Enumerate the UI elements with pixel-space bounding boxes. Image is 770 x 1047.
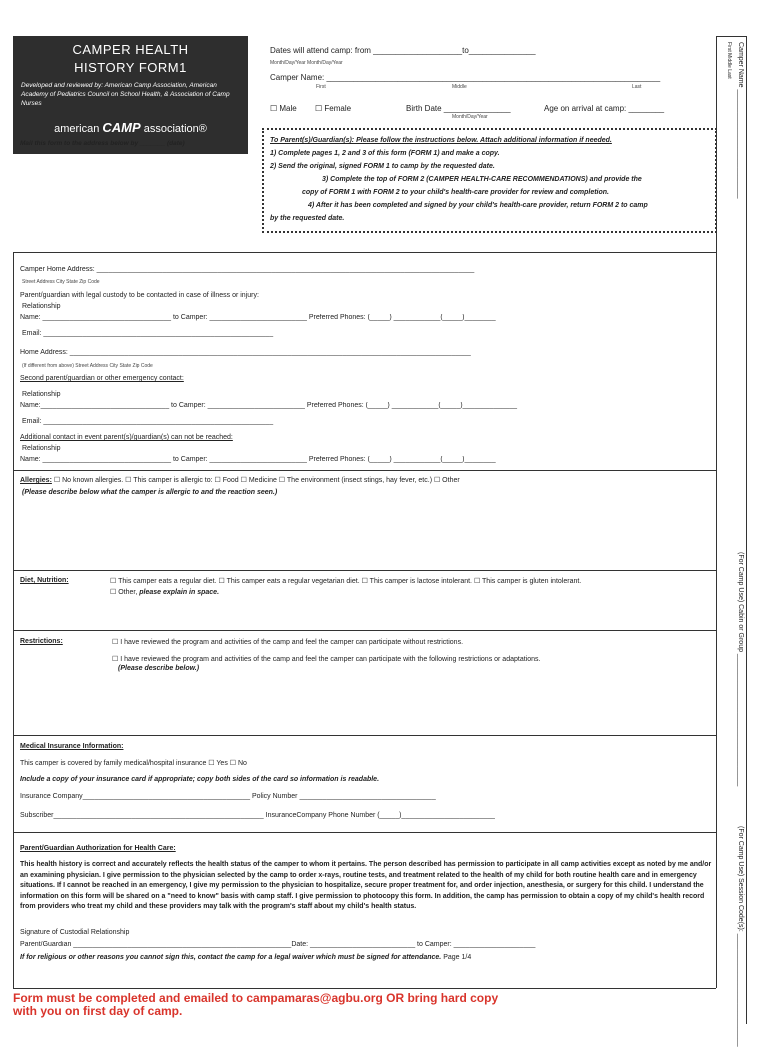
- side-cabin-group: (For Camp Use) Cabin or Group __________________________________: [737, 552, 744, 787]
- footer-notice: Form must be completed and emailed to campamaras@agbu.org OR bring hard copy with you on first day of camp.: [13, 991, 499, 1018]
- allergies-row: Allergies: ☐ No known allergies. ☐ This camper is allergic to: ☐ Food ☐ Medicine ☐ The environment (insect stings, hay fever, etc.) ☐ Other: [20, 477, 460, 484]
- restrictions-label: Restrictions:: [20, 638, 63, 645]
- birth-date-field[interactable]: Birth Date _______________: [406, 104, 511, 113]
- form-title-line2: HISTORY FORM1: [74, 60, 187, 75]
- side-camper-name-sub: First Middle Last: [726, 42, 732, 79]
- section-rule: [13, 252, 716, 253]
- camp-dates-format: Month/Day/Year Month/Day/Year: [270, 60, 343, 66]
- form-title-line1: CAMPER HEALTH: [72, 42, 189, 57]
- side-camper-name: Camper Name ____________________________: [737, 42, 744, 199]
- camp-dates-field[interactable]: Dates will attend camp: from ____________________to_______________: [270, 46, 536, 55]
- diet-options[interactable]: ☐ This camper eats a regular diet. ☐ This camper eats a regular vegetarian diet. ☐ This camper is lactose intolerant. ☐ This camper is gluten intolerant.: [110, 578, 582, 585]
- mail-instruction: Mail this form to the address below by _______ (date): [20, 140, 185, 147]
- allergies-note: (Please describe below what the camper is allergic to and the reaction seen.): [22, 489, 278, 496]
- parent-email-field[interactable]: Email: ___________________________________________________________: [22, 330, 274, 337]
- instruction-line: 4) After it has been completed and signed by your child's health-care provider, return FORM 2 to camp: [308, 202, 648, 209]
- instruction-line: 3) Complete the top of FORM 2 (CAMPER HEALTH-CARE RECOMMENDATIONS) and provide the: [322, 176, 642, 183]
- restrictions-note: (Please describe below.): [118, 665, 200, 672]
- legal-waiver-note: If for religious or other reasons you cannot sign this, contact the camp for a legal waiver which must be signed for attendance. Page 1/4: [20, 954, 472, 961]
- home-address2-field[interactable]: Home Address: _______________________________________________________________________________________________________: [20, 349, 471, 356]
- second-name-field[interactable]: Name:_________________________________ to Camper: _________________________ Preferred Phones: (_____) ____________(_____)______________: [20, 402, 518, 409]
- home-address2-sub: (If different from above) Street Address City State Zip Code: [22, 363, 153, 369]
- parent-name-field[interactable]: Name: _________________________________ to Camper: _________________________ Preferred Phones: (_____) ____________(_____)________: [20, 314, 496, 321]
- section-rule: [13, 988, 716, 989]
- relationship-label: Relationship: [22, 445, 61, 452]
- first-name-label: First: [316, 84, 326, 90]
- allergies-options[interactable]: ☐ No known allergies. ☐ This camper is allergic to: ☐ Food ☐ Medicine ☐ The environment (insect stings, hay fever, etc.) ☐ Other: [53, 477, 460, 484]
- instruction-line: 1) Complete pages 1, 2 and 3 of this form (FORM 1) and make a copy.: [270, 150, 500, 157]
- signature-field[interactable]: Parent/Guardian ________________________________________________________Date: ___________________________ to Camper: _____________________: [20, 941, 536, 948]
- authorization-label: Parent/Guardian Authorization for Health Care:: [20, 845, 176, 852]
- section-rule: [13, 735, 716, 736]
- second-contact-heading: Second parent/guardian or other emergency contact:: [20, 375, 184, 382]
- signature-label: Signature of Custodial Relationship: [20, 929, 130, 936]
- parent-heading: Parent/guardian with legal custody to be contacted in case of illness or injury:: [20, 292, 259, 299]
- instruction-line: 2) Send the original, signed FORM 1 to camp by the requested date.: [270, 163, 495, 170]
- instruction-line: by the requested date.: [270, 215, 345, 222]
- insurance-coverage[interactable]: This camper is covered by family medical/hospital insurance ☐ Yes ☐ No: [20, 760, 247, 767]
- insurance-label: Medical Insurance Information:: [20, 743, 124, 750]
- relationship-label: Relationship: [22, 303, 61, 310]
- section-rule: [13, 832, 716, 833]
- section-rule: [13, 570, 716, 571]
- restrictions-none-option[interactable]: ☐ I have reviewed the program and activities of the camp and feel the camper can participate without restrictions.: [112, 639, 464, 646]
- age-arrival-field[interactable]: Age on arrival at camp: ________: [544, 104, 665, 113]
- side-session-code: (For Camp Use) Session Code(s): _____________________________: [737, 826, 744, 1047]
- section-rule: [13, 630, 716, 631]
- home-address-sub: Street Address City State Zip Code: [22, 279, 100, 285]
- subscriber-field[interactable]: Subscriber______________________________________________________ InsuranceCompany Phone Number (_____)________________________: [20, 812, 495, 819]
- additional-name-field[interactable]: Name: _________________________________ to Camper: _________________________ Preferred Phones: (_____) ____________(_____)________: [20, 456, 496, 463]
- camper-name-field[interactable]: Camper Name: ___________________________________________________________________________: [270, 73, 661, 82]
- restrictions-adapt-option[interactable]: ☐ I have reviewed the program and activities of the camp and feel the camper can participate with the following restrictions or adaptations.: [112, 656, 541, 663]
- authorization-paragraph: This health history is correct and accurately reflects the health status of the camper to whom it pertains. The person described has permission to participate in all camp activities except as noted by me and/or an examining physician. I give permission to the physician selected by the camp to order x-rays, routine tests, and treatment related to the health of my child for both routine health care and in emergency situations. If I cannot be reached in an emergency, I give my permission to the physician to hospitalize, secure proper treatment for, and order injection, anesthesia, or surgery for this child. I understand the information on this form will be shared on a "need to know" basis with camp staff. I give permission to photocopy this form. In addition, the camp has permission to obtain a copy of my child's health record from providers who treat my child and these providers may talk with the program's staff about my child's health status.: [20, 861, 712, 910]
- section-rule: [13, 470, 716, 471]
- female-checkbox[interactable]: ☐ Female: [315, 104, 352, 113]
- instruction-line: To Parent(s)/Guardian(s): Please follow the instructions below. Attach additional information if needed.: [270, 137, 612, 144]
- form-title-block: [13, 36, 248, 154]
- page-number: Page 1/4: [443, 954, 472, 961]
- second-email-field[interactable]: Email: ___________________________________________________________: [22, 418, 274, 425]
- left-border: [13, 252, 14, 988]
- relationship-label: Relationship: [22, 391, 61, 398]
- birth-date-format: Month/Day/Year: [452, 114, 488, 120]
- aca-logo: american CAMP association®: [54, 120, 207, 135]
- insurance-copy-note: Include a copy of your insurance card if appropriate; copy both sides of the card so information is readable.: [20, 776, 380, 783]
- developed-by-note: Developed and reviewed by: American Camp Association, American Academy of Pediatrics Council on School Health, & Association of Camp Nurses: [21, 82, 230, 107]
- diet-label: Diet, Nutrition:: [20, 577, 69, 584]
- instructions-box: [262, 128, 717, 233]
- middle-name-label: Middle: [452, 84, 467, 90]
- male-checkbox[interactable]: ☐ Male: [270, 104, 297, 113]
- diet-other[interactable]: ☐ Other, please explain in space.: [110, 589, 220, 596]
- additional-contact-heading: Additional contact in event parent(s)/guardian(s) can not be reached:: [20, 434, 233, 441]
- instruction-line: copy of FORM 1 with FORM 2 to your child's health-care provider for review and completion.: [302, 189, 609, 196]
- side-divider-outer: [746, 36, 747, 1024]
- last-name-label: Last: [632, 84, 642, 90]
- side-divider: [716, 36, 717, 988]
- side-top-rule: [716, 36, 746, 37]
- home-address-field[interactable]: Camper Home Address: _________________________________________________________________________________________________: [20, 266, 475, 273]
- insurance-company-field[interactable]: Insurance Company___________________________________________ Policy Number ___________________________________: [20, 793, 436, 800]
